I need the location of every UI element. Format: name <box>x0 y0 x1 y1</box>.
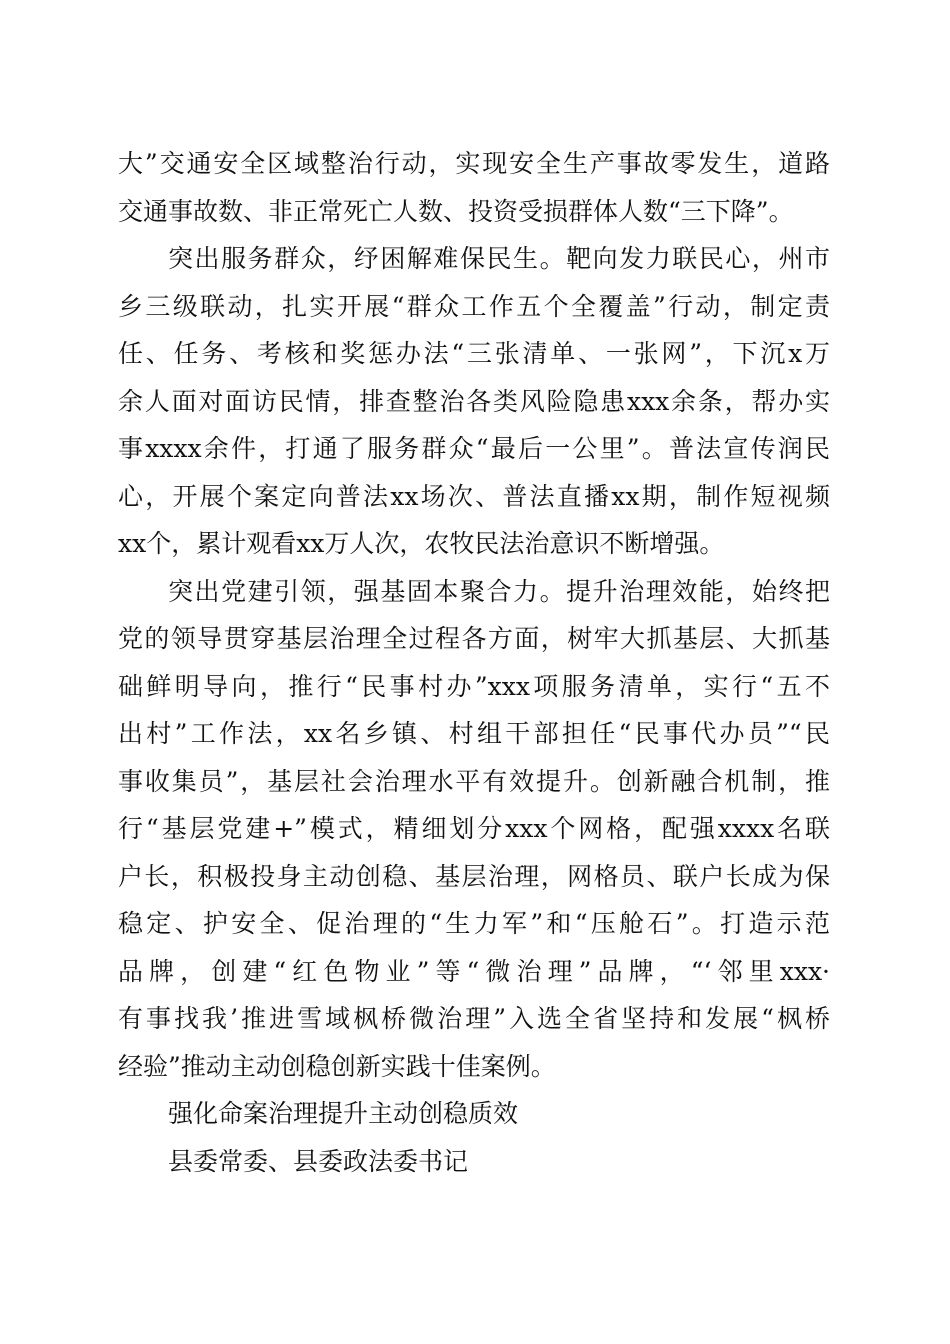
paragraph-3-line-1: 突出党建引领，强基固本聚合力。提升治理效能，始终把 <box>168 576 830 606</box>
author-line: 县委常委、县委政法委书记 <box>168 1146 469 1176</box>
paragraph-3-line-4: 出村”工作法，xx名乡镇、村组干部担任“民事代办员”“民 <box>118 719 830 748</box>
paragraph-3-line-8: 稳定、护安全、促治理的“生力军”和“压舱石”。打造示范 <box>118 909 830 938</box>
paragraph-2-line-6: 心，开展个案定向普法xx场次、普法直播xx期，制作短视频 <box>118 481 830 511</box>
paragraph-3-line-10: 有事找我’推进雪域枫桥微治理”入选全省坚持和发展“枫桥 <box>118 1004 830 1033</box>
paragraph-3-line-3: 础鲜明导向，推行“民事村办”xxx项服务清单，实行“五不 <box>118 671 830 701</box>
paragraph-3-line-9: 品牌，创建“红色物业”等“微治理”品牌，“‘邻里xxx· <box>118 956 830 986</box>
paragraph-3-line-6: 行“基层党建+”模式，精细划分xxx个网格，配强xxxx名联 <box>118 814 830 843</box>
paragraph-3-line-7: 户长，积极投身主动创稳、基层治理，网格员、联户长成为保 <box>118 861 830 891</box>
section-title: 强化命案治理提升主动创稳质效 <box>168 1099 519 1128</box>
paragraph-1-line-2: 交通事故数、非正常死亡人数、投资受损群体人数“三下降”。 <box>118 196 794 226</box>
paragraph-3-line-2: 党的领导贯穿基层治理全过程各方面，树牢大抓基层、大抓基 <box>118 624 830 653</box>
document-body <box>118 140 830 1185</box>
paragraph-2-line-3: 任、任务、考核和奖惩办法“三张清单、一张网”，下沉x万 <box>118 339 830 368</box>
paragraph-2-line-1: 突出服务群众，纾困解难保民生。靶向发力联民心，州市 <box>168 244 830 273</box>
paragraph-2-line-4: 余人面对面访民情，排查整治各类风险隐患xxx余条，帮办实 <box>118 386 830 416</box>
paragraph-2-line-7: xx个，累计观看xx万人次，农牧民法治意识不断增强。 <box>118 529 725 558</box>
paragraph-2-line-5: 事xxxx余件，打通了服务群众“最后一公里”。普法宣传润民 <box>118 434 830 463</box>
paragraph-2-line-2: 乡三级联动，扎实开展“群众工作五个全覆盖”行动，制定责 <box>118 291 830 321</box>
paragraph-3-line-5: 事收集员”，基层社会治理水平有效提升。创新融合机制，推 <box>118 766 830 796</box>
paragraph-3-line-11: 经验”推动主动创稳创新实践十佳案例。 <box>118 1051 556 1081</box>
paragraph-1-line-1: 大”交通安全区域整治行动，实现安全生产事故零发生，道路 <box>118 149 830 178</box>
